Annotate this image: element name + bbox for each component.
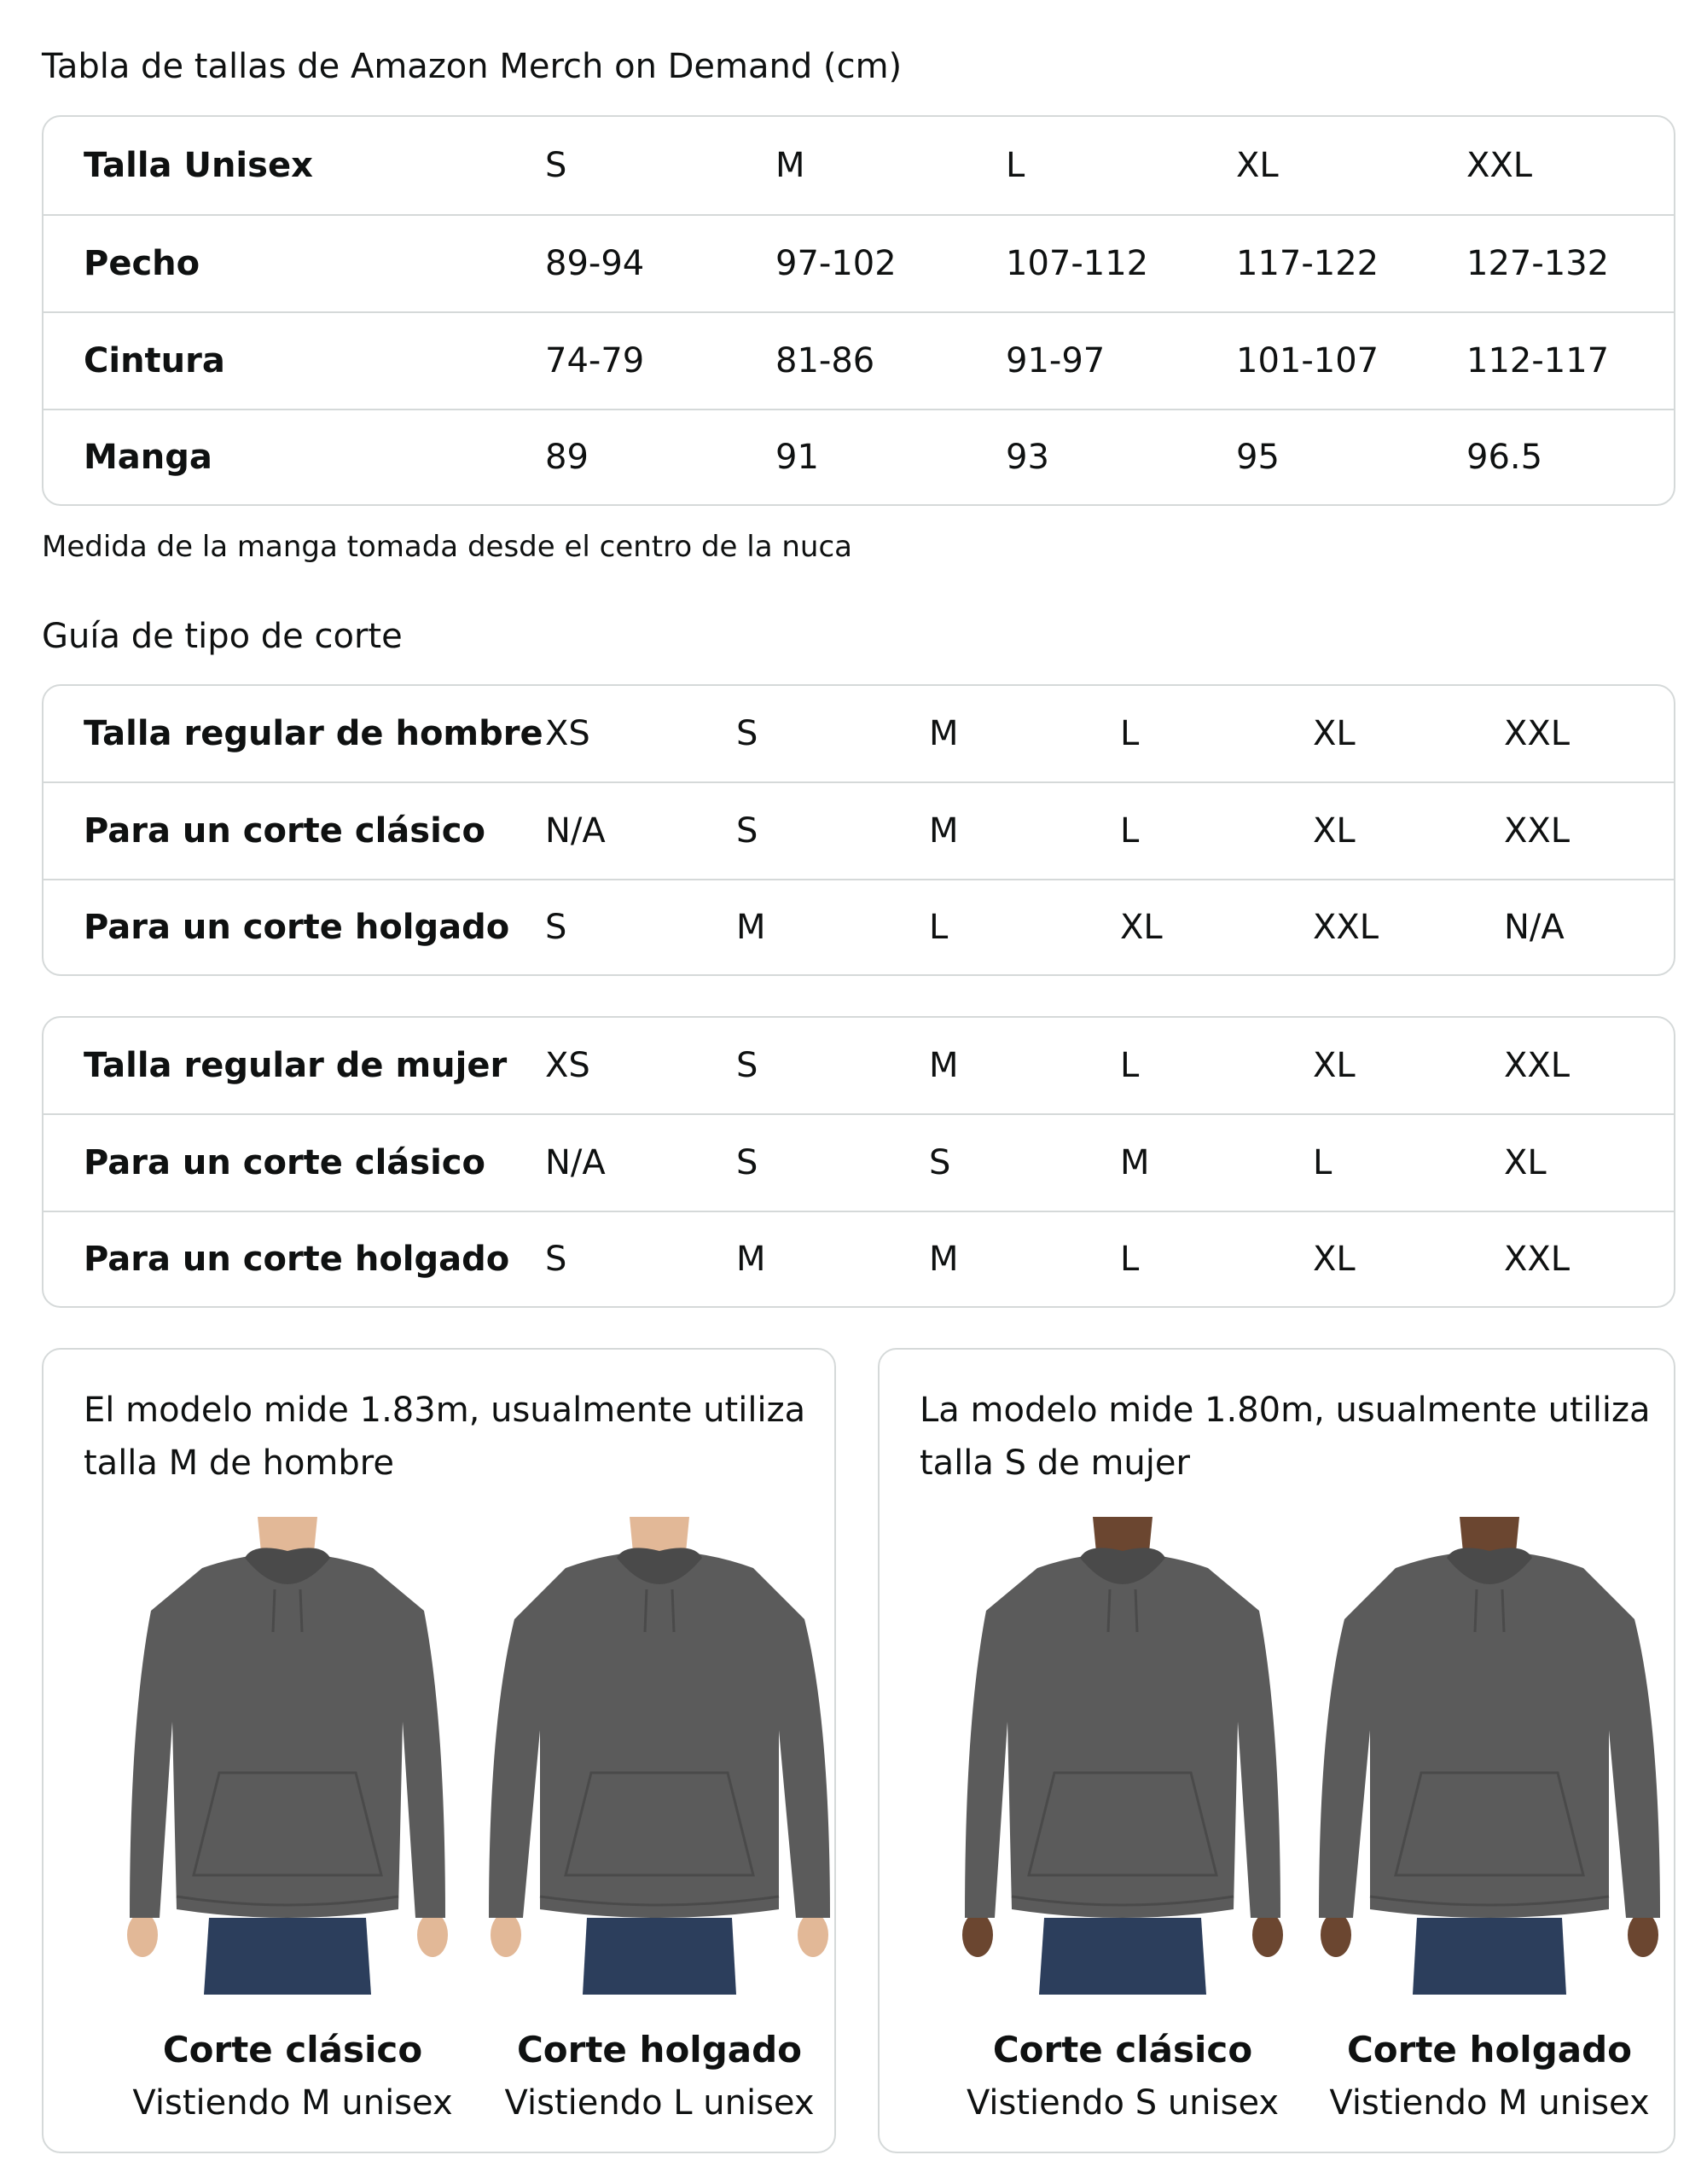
table-cell: 91 bbox=[775, 438, 819, 477]
men-model-description: El modelo mide 1.83m, usualmente utiliza talla M de hombre bbox=[84, 1391, 806, 1483]
table-cell: XXL bbox=[1504, 811, 1571, 851]
table-cell: XXL bbox=[1466, 146, 1533, 185]
unisex-chart-title: Tabla de tallas de Amazon Merch on Demand (cm) bbox=[42, 47, 903, 86]
table-cell: XL bbox=[1313, 714, 1356, 753]
women-classic-caption bbox=[926, 2024, 1319, 2129]
caption-title: Corte holgado bbox=[516, 2029, 803, 2071]
table-cell: 89 bbox=[545, 438, 589, 477]
women-loose-caption bbox=[1293, 2024, 1675, 2129]
row-header: Talla regular de hombre bbox=[84, 714, 543, 753]
table-cell: M bbox=[929, 714, 959, 753]
table-cell: XL bbox=[1120, 908, 1163, 947]
table-cell: XL bbox=[1313, 1046, 1356, 1085]
table-row bbox=[44, 214, 1674, 311]
table-cell: XXL bbox=[1313, 908, 1379, 947]
table-row bbox=[44, 409, 1674, 504]
table-cell: L bbox=[1120, 1240, 1140, 1279]
table-cell: XXL bbox=[1504, 714, 1571, 753]
table-cell: M bbox=[929, 811, 959, 851]
caption-subtitle: Vistiendo M unisex bbox=[1329, 2083, 1650, 2123]
fit-guide-title: Guía de tipo de corte bbox=[42, 617, 403, 656]
table-cell: L bbox=[1313, 1143, 1333, 1182]
table-cell: S bbox=[736, 714, 758, 753]
table-cell: L bbox=[1120, 811, 1140, 851]
caption-subtitle: Vistiendo M unisex bbox=[132, 2083, 453, 2123]
table-cell: XS bbox=[545, 1046, 590, 1085]
men-classic-caption bbox=[96, 2024, 489, 2129]
row-header: Para un corte clásico bbox=[84, 1143, 485, 1182]
table-cell: 95 bbox=[1236, 438, 1280, 477]
row-header: Para un corte holgado bbox=[84, 1240, 510, 1279]
table-row bbox=[44, 879, 1674, 974]
table-cell: 112-117 bbox=[1466, 341, 1610, 380]
men-fit-table bbox=[42, 684, 1675, 976]
table-cell: M bbox=[1120, 1143, 1150, 1182]
women-loose-fit-photo bbox=[1310, 1517, 1669, 1995]
table-cell: 107-112 bbox=[1006, 244, 1149, 283]
women-classic-fit-photo bbox=[943, 1517, 1302, 1995]
table-cell: S bbox=[929, 1143, 951, 1182]
table-cell: N/A bbox=[545, 1143, 606, 1182]
table-cell: N/A bbox=[1504, 908, 1565, 947]
table-cell: L bbox=[1120, 1046, 1140, 1085]
table-cell: 74-79 bbox=[545, 341, 645, 380]
table-cell: S bbox=[545, 146, 567, 185]
table-cell: XL bbox=[1236, 146, 1279, 185]
row-header: Talla regular de mujer bbox=[84, 1046, 508, 1085]
table-cell: M bbox=[775, 146, 805, 185]
sleeve-note: Medida de la manga tomada desde el centro de la nuca bbox=[42, 530, 852, 564]
men-loose-caption bbox=[463, 2024, 836, 2129]
table-row bbox=[44, 1211, 1674, 1306]
row-header: Para un corte holgado bbox=[84, 908, 510, 947]
caption-title: Corte clásico bbox=[162, 2029, 423, 2071]
table-cell: XS bbox=[545, 714, 590, 753]
table-row bbox=[44, 686, 1674, 781]
women-fit-table bbox=[42, 1016, 1675, 1308]
table-cell: XL bbox=[1313, 1240, 1356, 1279]
row-header: Pecho bbox=[84, 244, 200, 283]
row-header: Cintura bbox=[84, 341, 225, 380]
men-loose-fit-photo bbox=[480, 1517, 836, 1995]
men-classic-fit-photo bbox=[108, 1517, 467, 1995]
table-cell: M bbox=[929, 1046, 959, 1085]
table-cell: L bbox=[1006, 146, 1025, 185]
table-cell: XXL bbox=[1504, 1046, 1571, 1085]
table-cell: 81-86 bbox=[775, 341, 875, 380]
table-cell: S bbox=[736, 811, 758, 851]
women-model-panel bbox=[878, 1348, 1675, 2153]
table-cell: 93 bbox=[1006, 438, 1049, 477]
table-cell: 91-97 bbox=[1006, 341, 1106, 380]
table-cell: XL bbox=[1313, 811, 1356, 851]
men-model-panel bbox=[42, 1348, 836, 2153]
table-cell: S bbox=[736, 1046, 758, 1085]
table-cell: 97-102 bbox=[775, 244, 897, 283]
caption-subtitle: Vistiendo S unisex bbox=[966, 2083, 1280, 2123]
table-cell: M bbox=[929, 1240, 959, 1279]
caption-subtitle: Vistiendo L unisex bbox=[504, 2083, 815, 2123]
table-cell: XXL bbox=[1504, 1240, 1571, 1279]
caption-title: Corte holgado bbox=[1346, 2029, 1633, 2071]
table-cell: 89-94 bbox=[545, 244, 645, 283]
table-cell: XL bbox=[1504, 1143, 1547, 1182]
table-row bbox=[44, 117, 1674, 214]
table-cell: 117-122 bbox=[1236, 244, 1379, 283]
table-cell: N/A bbox=[545, 811, 606, 851]
table-cell: M bbox=[736, 1240, 766, 1279]
table-cell: S bbox=[736, 1143, 758, 1182]
row-header: Manga bbox=[84, 438, 212, 477]
table-cell: 127-132 bbox=[1466, 244, 1610, 283]
table-row bbox=[44, 781, 1674, 879]
table-cell: M bbox=[736, 908, 766, 947]
women-model-description: La modelo mide 1.80m, usualmente utiliza talla S de mujer bbox=[920, 1391, 1651, 1483]
table-cell: L bbox=[1120, 714, 1140, 753]
caption-title: Corte clásico bbox=[992, 2029, 1253, 2071]
table-cell: S bbox=[545, 1240, 567, 1279]
table-row bbox=[44, 311, 1674, 409]
table-cell: 96.5 bbox=[1466, 438, 1543, 477]
table-cell: L bbox=[929, 908, 949, 947]
table-row bbox=[44, 1113, 1674, 1211]
table-cell: 101-107 bbox=[1236, 341, 1379, 380]
unisex-size-table bbox=[42, 115, 1675, 506]
table-cell: S bbox=[545, 908, 567, 947]
table-row bbox=[44, 1018, 1674, 1113]
row-header: Talla Unisex bbox=[84, 146, 313, 185]
row-header: Para un corte clásico bbox=[84, 811, 485, 851]
